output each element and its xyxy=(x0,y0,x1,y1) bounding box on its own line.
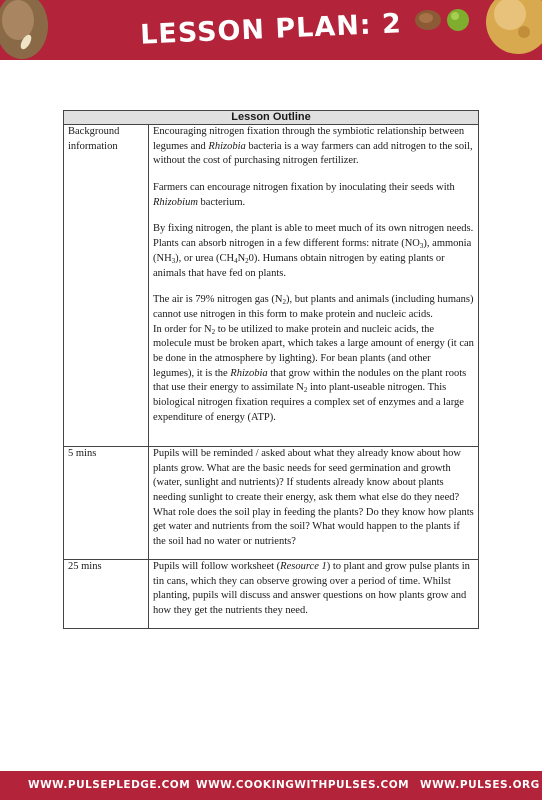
footer-link-pulses[interactable]: WWW.PULSES.ORG xyxy=(420,779,540,791)
row-content xyxy=(149,125,479,447)
table-heading: Lesson Outline xyxy=(64,111,479,125)
page-title: LESSON PLAN: 2 xyxy=(139,8,403,51)
table-row xyxy=(64,447,479,560)
table-header-row xyxy=(64,111,479,125)
row-label: 5 mins xyxy=(64,447,149,560)
footer-link-pulsepledge[interactable]: WWW.PULSEPLEDGE.COM xyxy=(28,779,191,791)
paragraph: The air is 79% nitrogen gas $(N_2)$, but plants and animals (including humans) cannot use nitrogen in this form to make protein and nucleic acids. xyxy=(153,294,474,320)
table-row xyxy=(64,125,479,447)
paragraph: Pupils will be reminded / asked about what they already know about how plants grow. What are the basic needs for seed germination and growth (water, sunlight and nutrients)? If students already know about plants needing sunlight to create their energy, ask them what else do they need? What role does the soil play in feeding the plants? Do they know how plants get water and nutrients from the soil? What would happen to the plants if the soil had no water or nutrients? xyxy=(153,448,474,548)
paragraph: By fixing nitrogen, the plant is able to meet much of its own nitrogen needs. Plants can absorb nitrogen in a few different forms: nitrate $(NO_3)$, ammonia $(NH_3)$, or urea $(CH_4N_20)$. Humans obtain nitrogen by eating plants or animals that have fed on plants. xyxy=(153,223,474,279)
row-label: Background information xyxy=(64,125,149,447)
table-row xyxy=(64,560,479,629)
paragraph: Encouraging nitrogen fixation through the symbiotic relationship between legumes and Rhizobia bacteria is a way farmers can add nitrogen to the soil, without the cost of purchasing nitrogen fertilizer. xyxy=(153,126,473,167)
paragraph: Farmers can encourage nitrogen fixation by inoculating their seeds with Rhizobium bacterium. xyxy=(153,182,455,208)
row-content xyxy=(149,447,479,560)
lesson-outline-table xyxy=(63,110,479,629)
row-content xyxy=(149,560,479,629)
paragraph: Pupils will follow worksheet (Resource 1) to plant and grow pulse plants in tin cans, which they can observe growing over a period of time. Whilst planting, pupils will discuss and answer questions on how plants grow and how they get the nutrients they need. xyxy=(153,561,470,617)
row-label: 25 mins xyxy=(64,560,149,629)
header-banner xyxy=(0,0,542,60)
paragraph: In order for $N_2$ to be utilized to make protein and nucleic acids, the molecule must be broken apart, which takes a large amount of energy (it can be done in the atmosphere by lighting). For bean plants (and other legumes), it is the Rhizobia that grow within the nodules on the plant roots that use their energy to assimilate $N_2$ into plant-useable nitrogen. This biological nitrogen fixation requires a complex set of enzymes and a large expenditure of energy (ATP). xyxy=(153,323,474,423)
footer-bar xyxy=(0,771,542,800)
footer-link-cookingwithpulses[interactable]: WWW.COOKINGWITHPULSES.COM xyxy=(196,779,410,791)
